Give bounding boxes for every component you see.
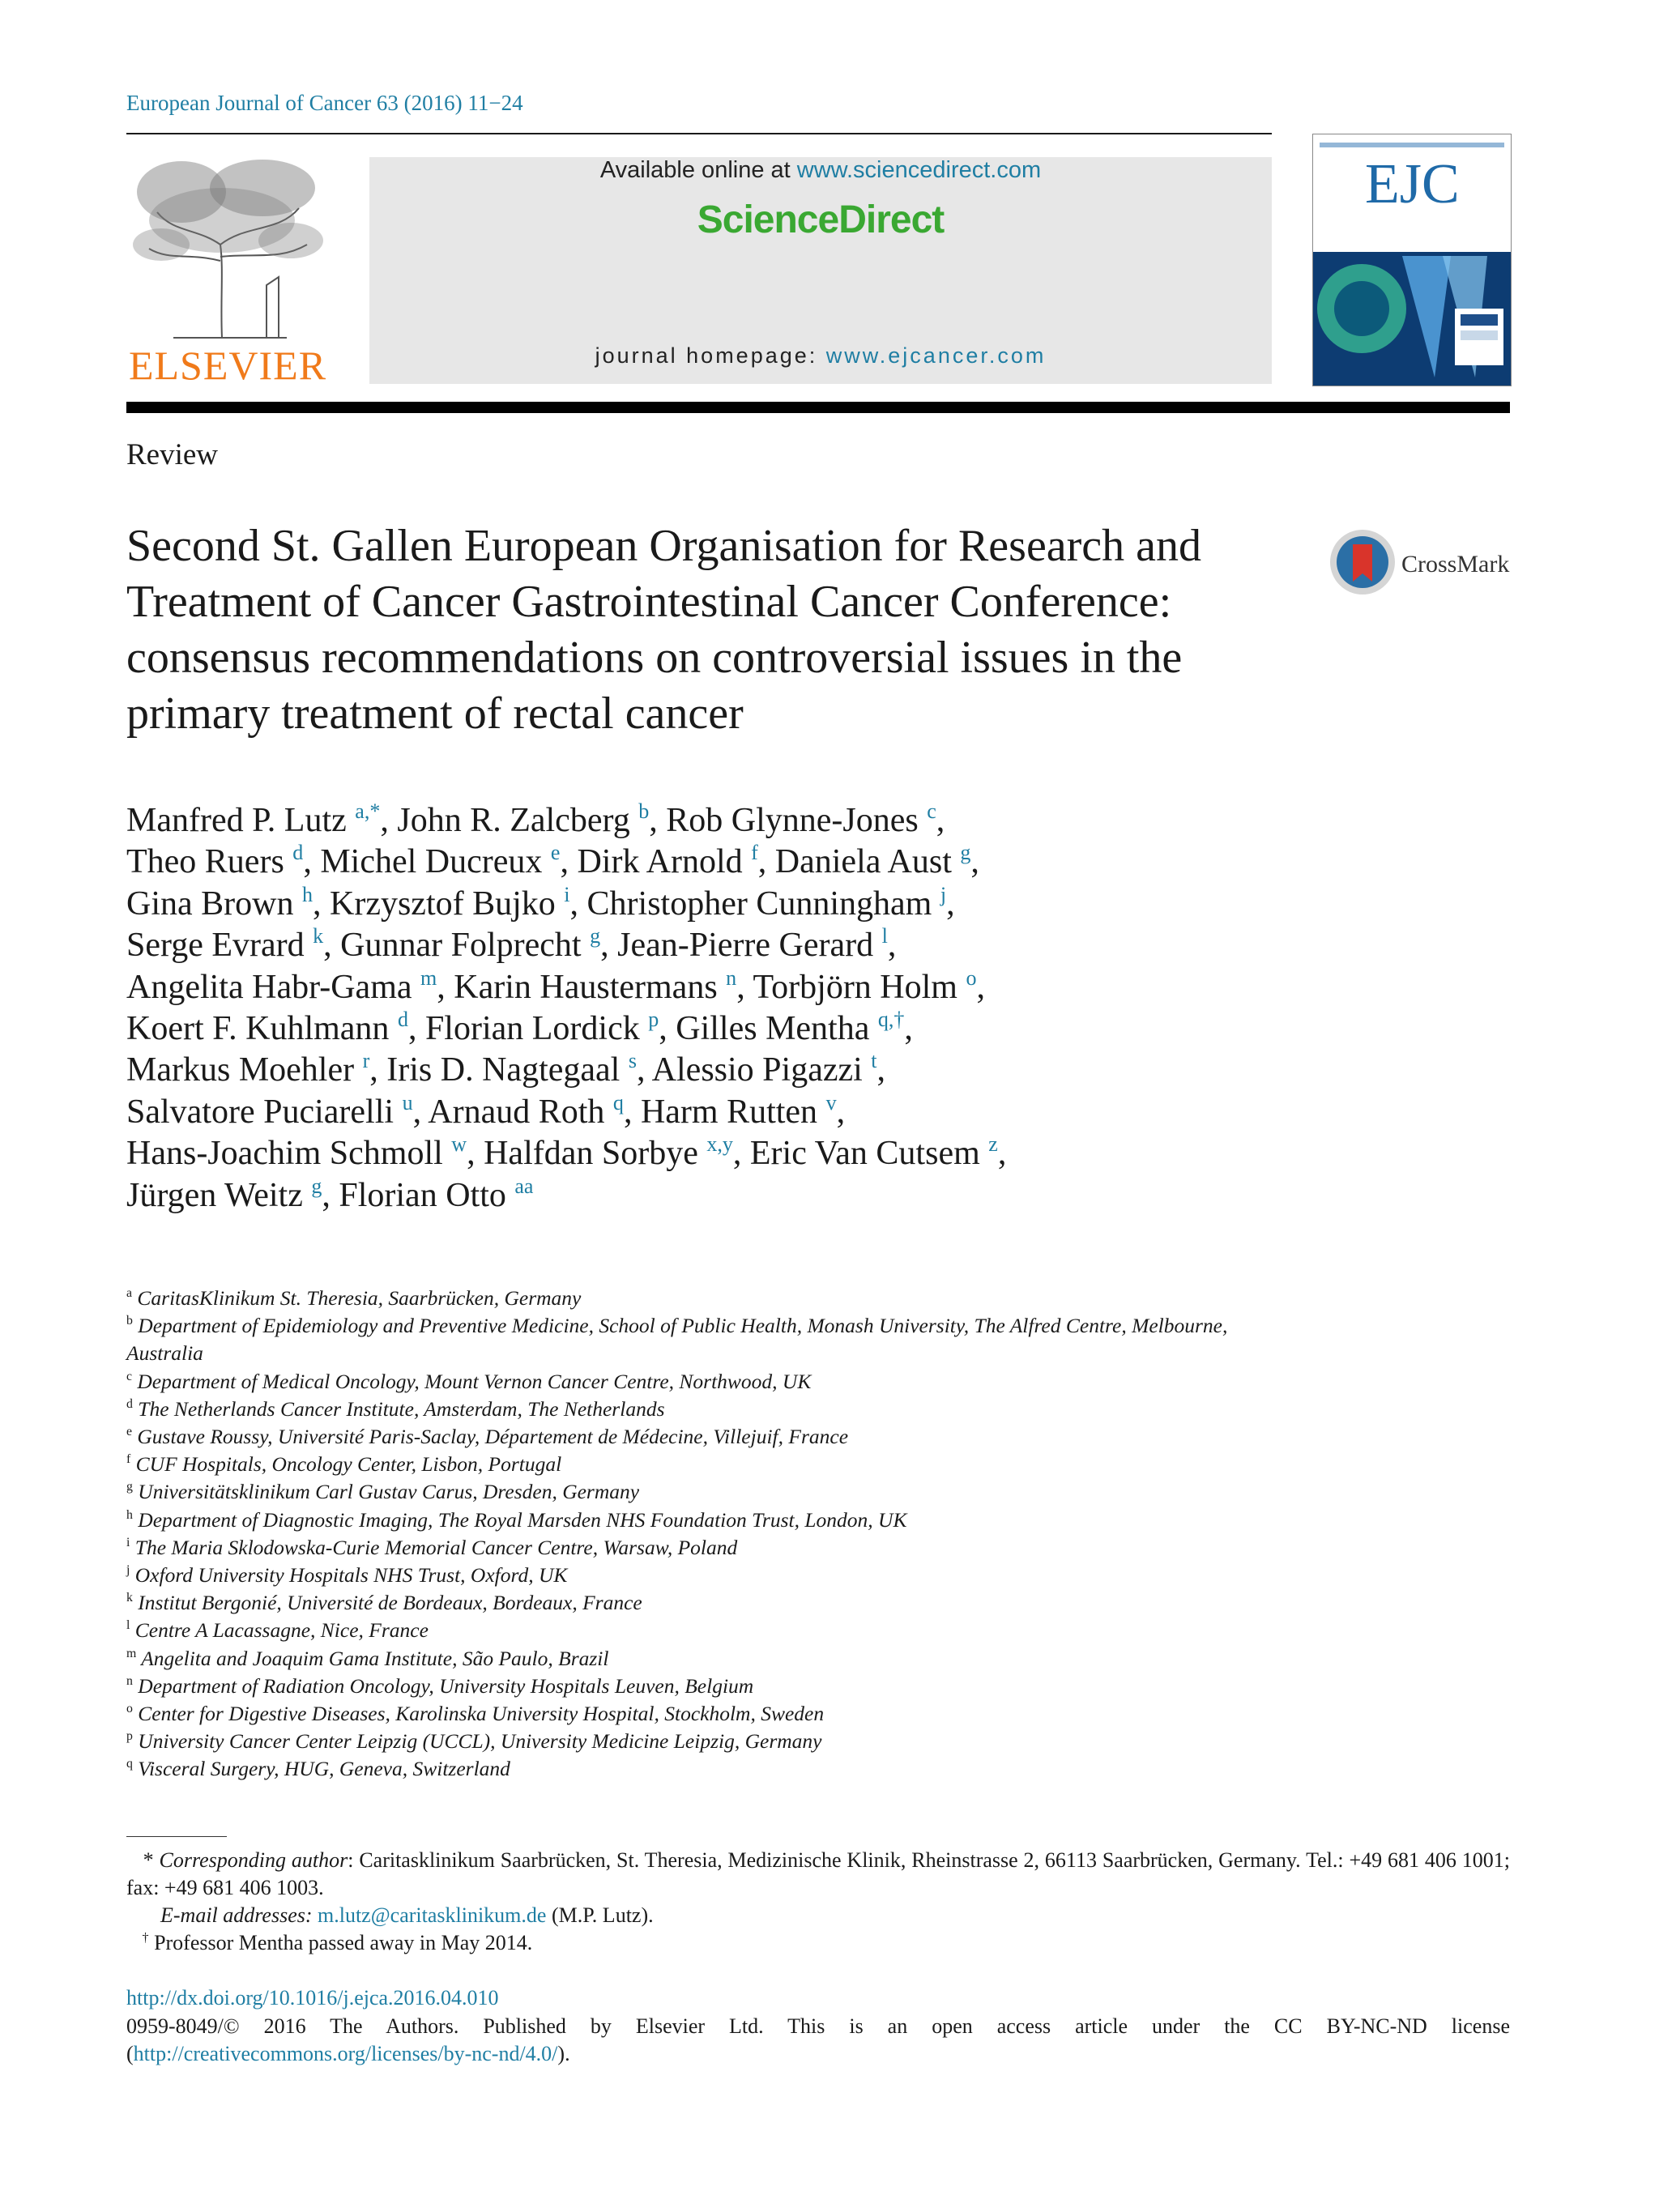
author: Markus Moehler: [126, 1051, 355, 1089]
author: Karin Haustermans: [454, 968, 718, 1006]
author-line-9: Hans-Joachim Schmoll $^w$, Halfdan Sorbye $^{x,y}$, Eric Van Cutsem $^z$,: [126, 1132, 1007, 1173]
affiliation-item: [126, 1562, 1277, 1589]
affiliation-list: [126, 1285, 1277, 1784]
crossmark-label: CrossMark: [1401, 551, 1510, 578]
journal-homepage-line: [369, 343, 1272, 369]
author: Iris D. Nagtegaal: [386, 1051, 621, 1089]
author-affiliation-marker[interactable]: z: [988, 1132, 998, 1157]
affiliation-text: CaritasKlinikum St. Theresia, Saarbrücken, Germany: [137, 1286, 582, 1310]
affiliation-item: [126, 1285, 1277, 1312]
author-affiliation-marker[interactable]: w: [451, 1132, 467, 1157]
author-affiliation-marker[interactable]: p: [648, 1007, 659, 1031]
author: Daniela Aust: [774, 843, 952, 881]
email-owner: (M.P. Lutz).: [546, 1903, 654, 1927]
corresponding-author-note: [126, 1847, 1510, 1902]
author: Koert F. Kuhlmann: [126, 1010, 390, 1048]
author: Rob Glynne-Jones: [666, 802, 919, 839]
author-affiliation-marker[interactable]: q,†: [877, 1007, 905, 1031]
affiliation-key: q: [126, 1757, 133, 1771]
affiliation-key: j: [126, 1563, 130, 1578]
email-label: E-mail addresses:: [160, 1903, 313, 1927]
license-close: ).: [557, 2042, 570, 2065]
affiliation-item: [126, 1645, 1277, 1673]
author-affiliation-marker[interactable]: l: [881, 924, 888, 948]
license-text: 0959-8049/© 2016 The Authors. Published by Elsevier Ltd. This is an open access article under the CC BY-NC-ND license (: [126, 2014, 1510, 2065]
author-line-8: Salvatore Puciarelli $^u$, Arnaud Roth $^q$, Harm Rutten $^v$,: [126, 1090, 846, 1131]
author: Harm Rutten: [640, 1093, 818, 1131]
author-affiliation-marker[interactable]: k: [313, 924, 324, 948]
crossmark-badge[interactable]: [1328, 526, 1515, 599]
affiliation-text: CUF Hospitals, Oncology Center, Lisbon, Portugal: [135, 1452, 562, 1477]
author: Florian Otto: [339, 1176, 506, 1214]
author: Dirk Arnold: [577, 843, 743, 881]
affiliation-text: Center for Digestive Diseases, Karolinska University Hospital, Stockholm, Sweden: [138, 1702, 825, 1726]
author-affiliation-marker[interactable]: r: [362, 1049, 370, 1073]
dagger-note: [126, 1929, 1510, 1957]
author-affiliation-marker[interactable]: h: [301, 882, 313, 906]
affiliation-item: [126, 1673, 1277, 1700]
homepage-prefix: journal homepage:: [595, 343, 826, 368]
author-affiliation-marker[interactable]: u: [402, 1090, 413, 1115]
affiliation-text: Gustave Roussy, Université Paris-Saclay, Département de Médecine, Villejuif, France: [137, 1425, 849, 1449]
corresponding-mark: *: [143, 1848, 154, 1872]
affiliation-item: [126, 1396, 1277, 1423]
author-affiliation-marker[interactable]: j: [940, 882, 947, 906]
author: Torbjörn Holm: [753, 968, 957, 1006]
license-link[interactable]: http://creativecommons.org/licenses/by-nc-nd/4.0/: [133, 2042, 558, 2065]
footnotes: [126, 1847, 1510, 1957]
affiliation-key: l: [126, 1618, 130, 1633]
affiliation-key: d: [126, 1397, 133, 1412]
email-link[interactable]: m.lutz@caritasklinikum.de: [318, 1903, 547, 1927]
author-affiliation-marker[interactable]: n: [726, 965, 737, 990]
sciencedirect-logo[interactable]: ScienceDirect: [697, 198, 945, 241]
affiliation-text: Centre A Lacassagne, Nice, France: [134, 1618, 429, 1643]
cover-title: EJC: [1365, 153, 1460, 215]
affiliation-item: [126, 1728, 1277, 1755]
author: Jean-Pierre Gerard: [617, 927, 874, 965]
affiliation-key: e: [126, 1425, 133, 1439]
affiliation-item: [126, 1312, 1277, 1367]
author-affiliation-marker[interactable]: g: [590, 924, 601, 948]
author-line-10: Jürgen Weitz $^g$, Florian Otto $^{aa}$: [126, 1174, 534, 1214]
affiliation-key: b: [126, 1314, 133, 1328]
author-affiliation-marker[interactable]: a,*: [355, 799, 381, 823]
author: John R. Zalcberg: [397, 802, 630, 839]
author-line-3: Gina Brown $^h$, Krzysztof Bujko $^i$, Christopher Cunningham $^j$,: [126, 882, 955, 923]
author: Krzysztof Bujko: [330, 884, 556, 923]
author-affiliation-marker[interactable]: g: [311, 1174, 322, 1198]
affiliation-text: Department of Medical Oncology, Mount Vernon Cancer Centre, Northwood, UK: [137, 1369, 812, 1393]
corresponding-label: Corresponding author: [159, 1848, 348, 1872]
author-line-2: Theo Ruers $^d$, Michel Ducreux $^e$, Dirk Arnold $^f$, Daniela Aust $^g$,: [126, 841, 979, 881]
corresponding-text: : Caritasklinikum Saarbrücken, St. Theresia, Medizinische Klinik, Rheinstrasse 2, 66113 Saarbrücken, Germany. Tel.: +49 681 406 1001; fax: +49 681 406 1003.: [126, 1848, 1511, 1899]
author-affiliation-marker[interactable]: d: [292, 841, 304, 865]
affiliation-text: Department of Radiation Oncology, University Hospitals Leuven, Belgium: [138, 1673, 754, 1698]
affiliation-key: p: [126, 1729, 133, 1744]
author-affiliation-marker[interactable]: aa: [514, 1174, 534, 1198]
author: Jürgen Weitz: [126, 1176, 303, 1214]
affiliation-text: Universitätsklinikum Carl Gustav Carus, Dresden, Germany: [138, 1480, 640, 1504]
author-line-6: Koert F. Kuhlmann $^d$, Florian Lordick $^p$, Gilles Mentha $^{q,\dagger}$,: [126, 1007, 913, 1048]
elsevier-wordmark: ELSEVIER: [128, 343, 327, 388]
affiliation-item: [126, 1534, 1277, 1562]
affiliation-item: [126, 1617, 1277, 1644]
dagger-mark: †: [142, 1931, 149, 1946]
author: Alessio Pigazzi: [651, 1051, 863, 1089]
affiliation-key: k: [126, 1591, 133, 1605]
author-affiliation-marker[interactable]: i: [564, 882, 570, 906]
author-affiliation-marker[interactable]: g: [960, 841, 971, 865]
author-affiliation-marker[interactable]: s: [628, 1049, 637, 1073]
affiliation-key: n: [126, 1674, 133, 1689]
author: Gunnar Folprecht: [340, 927, 582, 965]
affiliation-text: Angelita and Joaquim Gama Institute, São Paulo, Brazil: [141, 1646, 609, 1670]
affiliation-text: The Netherlands Cancer Institute, Amsterdam, The Netherlands: [138, 1396, 665, 1421]
affiliation-item: [126, 1755, 1277, 1783]
sciencedirect-banner: [369, 157, 1272, 384]
author: Eric Van Cutsem: [749, 1135, 980, 1173]
doi-link[interactable]: http://dx.doi.org/10.1016/j.ejca.2016.04.010: [126, 1986, 499, 2010]
footnote-rule: [126, 1836, 227, 1837]
crossmark-icon: [1328, 528, 1397, 596]
author: Theo Ruers: [126, 843, 284, 881]
email-note: [126, 1902, 1510, 1929]
affiliation-item: [126, 1507, 1277, 1534]
affiliation-key: a: [126, 1286, 133, 1301]
affiliation-item: [126, 1478, 1277, 1506]
author-list: [126, 800, 1422, 1217]
journal-cover-thumbnail[interactable]: [1312, 134, 1512, 386]
author-affiliation-marker[interactable]: c: [927, 799, 936, 823]
available-online-line: [369, 157, 1272, 184]
affiliation-key: f: [126, 1452, 131, 1467]
dagger-text: Professor Mentha passed away in May 2014.: [154, 1931, 533, 1954]
journal-citation[interactable]: European Journal of Cancer 63 (2016) 11−24: [126, 91, 523, 115]
affiliation-text: Institut Bergonié, Université de Bordeaux, Bordeaux, France: [138, 1591, 642, 1615]
author-line-5: Angelita Habr-Gama $^m$, Karin Haustermans $^n$, Torbjörn Holm $^o$,: [126, 965, 985, 1006]
affiliation-key: h: [126, 1507, 133, 1522]
affiliation-key: m: [126, 1646, 137, 1660]
author-affiliation-marker[interactable]: x,y: [706, 1132, 733, 1157]
author-line-4: Serge Evrard $^k$, Gunnar Folprecht $^g$, Jean-Pierre Gerard $^l$,: [126, 924, 897, 965]
affiliation-text: Visceral Surgery, HUG, Geneva, Switzerland: [138, 1757, 510, 1781]
author: Gina Brown: [126, 884, 294, 923]
affiliation-key: g: [126, 1480, 133, 1494]
author-affiliation-marker[interactable]: f: [751, 841, 758, 865]
author: Christopher Cunningham: [586, 884, 932, 923]
available-prefix: Available online at: [599, 157, 797, 183]
affiliation-item: [126, 1451, 1277, 1478]
author: Manfred P. Lutz: [126, 802, 347, 839]
author-affiliation-marker[interactable]: o: [966, 965, 977, 990]
author: Hans-Joachim Schmoll: [126, 1135, 443, 1173]
author: Michel Ducreux: [320, 843, 543, 881]
journal-homepage-link[interactable]: www.ejcancer.com: [825, 343, 1047, 368]
author-line-1: Manfred P. Lutz $^{a,*}$, John R. Zalcberg $^b$, Rob Glynne-Jones $^c$,: [126, 799, 945, 839]
elsevier-tree-icon: [125, 156, 331, 342]
license-statement: [126, 2013, 1510, 2068]
affiliation-text: Department of Epidemiology and Preventive Medicine, School of Public Health, Monash University, The Alfred Centre, Melbourne, Australia: [126, 1314, 1233, 1366]
affiliation-text: The Maria Sklodowska-Curie Memorial Cancer Centre, Warsaw, Poland: [134, 1535, 738, 1559]
affiliation-item: [126, 1589, 1277, 1617]
affiliation-item: [126, 1700, 1277, 1728]
author-affiliation-marker[interactable]: q: [612, 1090, 624, 1115]
author: Salvatore Puciarelli: [126, 1093, 394, 1131]
author: Angelita Habr-Gama: [126, 968, 412, 1006]
author-affiliation-marker[interactable]: d: [397, 1007, 408, 1031]
author-line-7: Markus Moehler $^r$, Iris D. Nagtegaal $^s$, Alessio Pigazzi $^t$,: [126, 1049, 886, 1089]
affiliation-item: [126, 1368, 1277, 1396]
article-type: Review: [126, 438, 219, 471]
cover-image: [1313, 134, 1511, 386]
elsevier-logo[interactable]: [125, 156, 331, 389]
header-thick-rule: [126, 402, 1510, 413]
affiliation-item: [126, 1423, 1277, 1451]
author: Florian Lordick: [424, 1010, 640, 1048]
author: Serge Evrard: [126, 927, 305, 965]
author-affiliation-marker[interactable]: t: [871, 1049, 877, 1073]
affiliation-text: Oxford University Hospitals NHS Trust, Oxford, UK: [134, 1563, 568, 1588]
sciencedirect-link[interactable]: www.sciencedirect.com: [796, 157, 1042, 183]
affiliation-key: i: [126, 1536, 130, 1550]
header-rule: [126, 133, 1272, 134]
author: Halfdan Sorbye: [484, 1135, 698, 1173]
author-affiliation-marker[interactable]: e: [550, 841, 561, 865]
article-title: Second St. Gallen European Organisation for Research and Treatment of Cancer Gastrointestinal Cancer Conference: consensus recommendations on controversial issues in the primary treatment of rectal cancer: [126, 521, 1202, 739]
affiliation-key: c: [126, 1369, 133, 1383]
author-affiliation-marker[interactable]: v: [825, 1090, 837, 1115]
affiliation-key: o: [126, 1702, 133, 1716]
author-affiliation-marker[interactable]: b: [638, 799, 650, 823]
author-affiliation-marker[interactable]: m: [420, 965, 437, 990]
affiliation-text: University Cancer Center Leipzig (UCCL), University Medicine Leipzig, Germany: [138, 1729, 822, 1754]
author: Gilles Mentha: [676, 1010, 870, 1048]
author: Arnaud Roth: [428, 1093, 605, 1131]
affiliation-text: Department of Diagnostic Imaging, The Royal Marsden NHS Foundation Trust, London, UK: [138, 1507, 907, 1532]
